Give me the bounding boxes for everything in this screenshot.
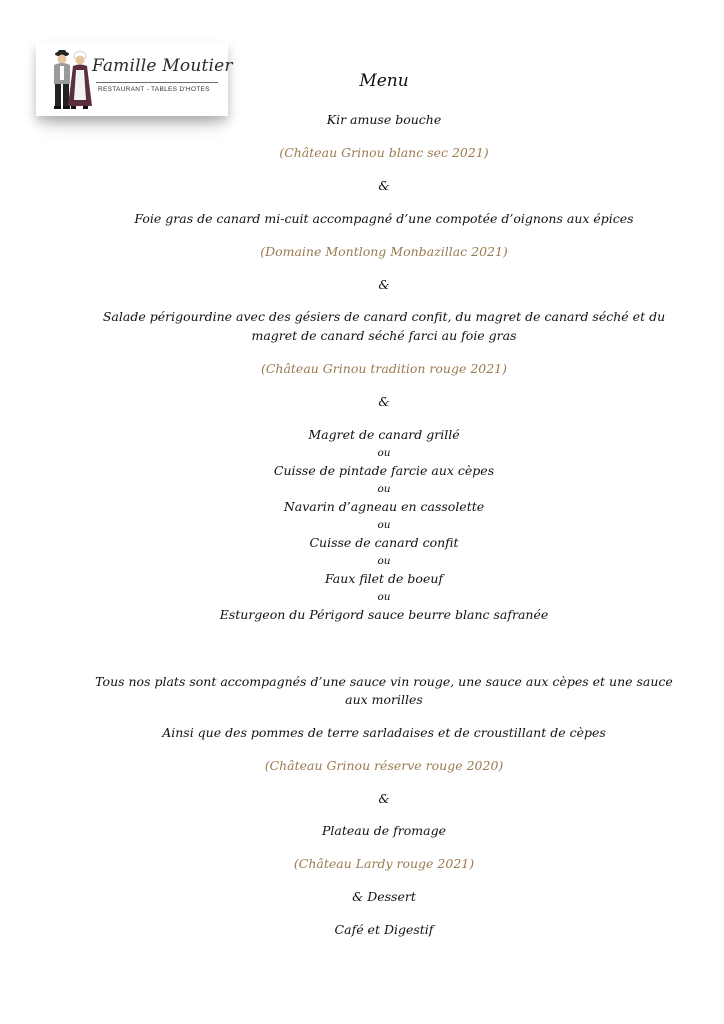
accompaniment-note-line-1: Tous nos plats sont accompagnés d’une sauce vin rouge, une sauce aux cèpes et une sauce <box>95 674 673 689</box>
main-option: Cuisse de canard confit <box>309 535 459 550</box>
main-or: ou <box>377 447 391 459</box>
wine-pairing-5: (Château Lardy rouge 2021) <box>293 856 475 871</box>
main-option: Cuisse de pintade farcie aux cèpes <box>273 463 495 478</box>
main-option: Magret de canard grillé <box>308 427 460 442</box>
main-or: ou <box>377 483 391 495</box>
course-salade-line-1: Salade périgourdine avec des gésiers de canard confit, du magret de canard séché et du <box>102 309 666 324</box>
main-option: Esturgeon du Périgord sauce beurre blanc safranée <box>219 607 549 622</box>
course-foie-gras: Foie gras de canard mi-cuit accompagné d’une compotée d’oignons aux épices <box>134 211 634 226</box>
wine-pairing-2: (Domaine Montlong Monbazillac 2021) <box>260 244 508 259</box>
separator-2: & <box>378 277 390 292</box>
main-or: ou <box>377 555 391 567</box>
cheese-course: Plateau de fromage <box>322 823 446 838</box>
separator-1: & <box>378 178 390 193</box>
main-or: ou <box>377 591 391 603</box>
separator-4: & <box>378 791 390 806</box>
amuse-bouche: Kir amuse bouche <box>326 112 442 127</box>
wine-pairing-4: (Château Grinou réserve rouge 2020) <box>264 758 504 773</box>
wine-pairing-1: (Château Grinou blanc sec 2021) <box>279 145 489 160</box>
sides-note: Ainsi que des pommes de terre sarladaises et de croustillant de cèpes <box>162 725 606 740</box>
coffee-digestif: Café et Digestif <box>334 922 434 937</box>
accompaniment-note-line-2: aux morilles <box>345 692 423 707</box>
wine-pairing-3: (Château Grinou tradition rouge 2021) <box>260 361 508 376</box>
separator-3: & <box>378 394 390 409</box>
main-or: ou <box>377 519 391 531</box>
main-option: Navarin d’agneau en cassolette <box>283 499 485 514</box>
menu-title: Menu <box>359 71 409 91</box>
logo-subtitle: RESTAURANT - TABLES D'HOTES <box>98 86 210 93</box>
dessert-course: & Dessert <box>352 889 416 904</box>
logo-name: Famille Moutier <box>92 56 233 76</box>
main-option: Faux filet de boeuf <box>324 571 444 586</box>
course-salade-line-2: magret de canard séché farci au foie gras <box>251 328 517 343</box>
